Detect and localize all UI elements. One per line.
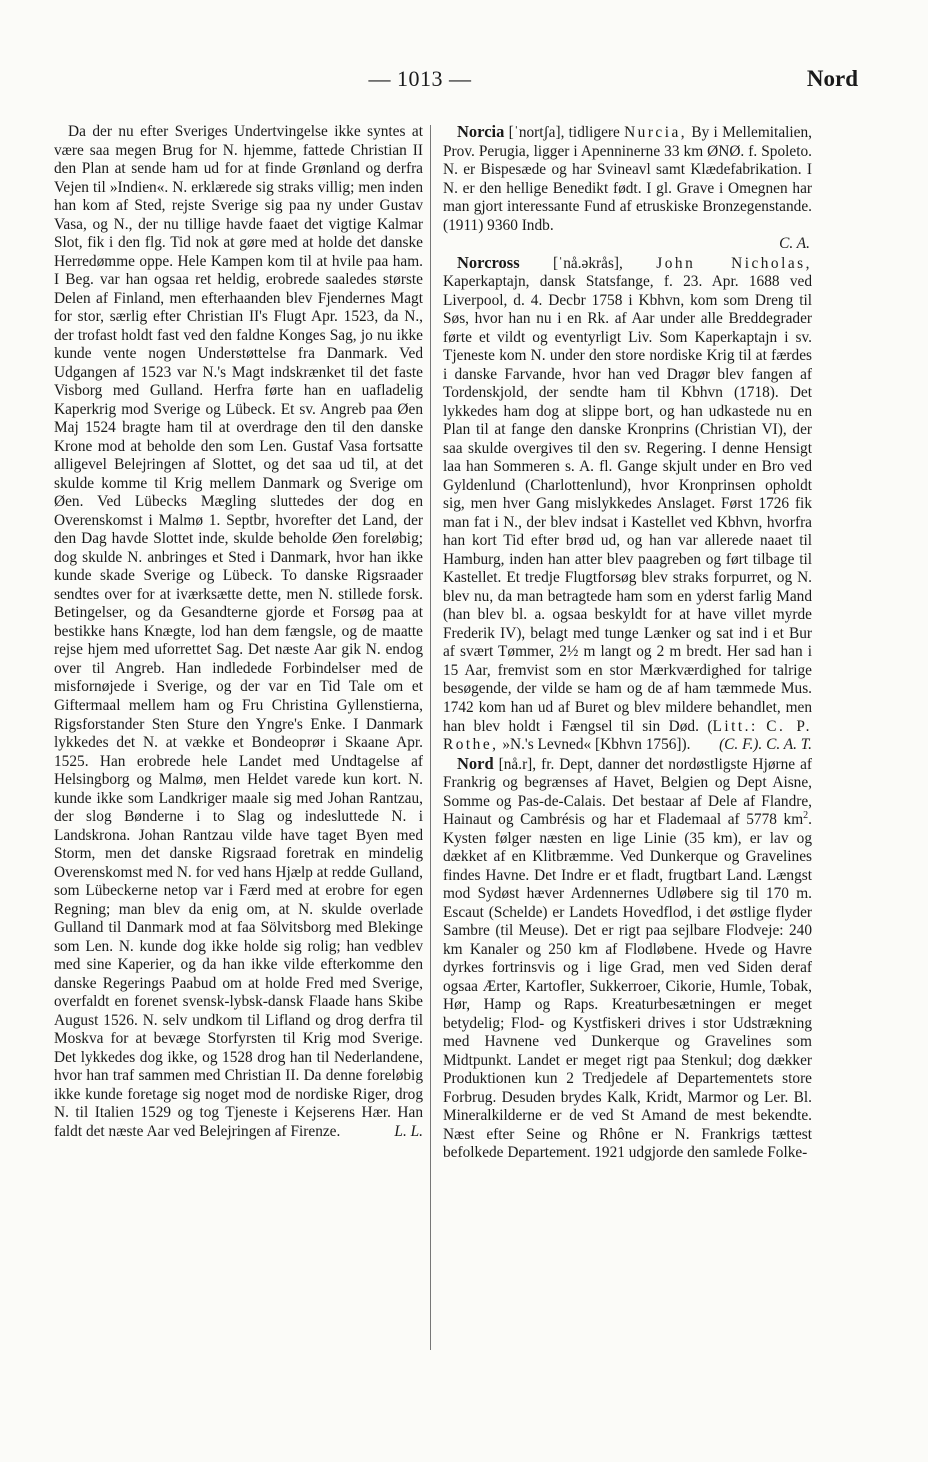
literature-label: Litt.: [712, 717, 758, 735]
author-signature: C. A. [779, 235, 810, 253]
right-column [443, 123, 812, 1163]
author-signature: (C. F.). C. A. T. [719, 736, 812, 754]
author-signature: L. L. [394, 1122, 423, 1140]
entry-text: tidligere [568, 124, 620, 141]
running-head: Nord [806, 66, 858, 91]
entry-text: Kaperkaptajn, dansk Statsfange, f. 23. Apr. 1688 ved Liverpool, d. 4. Decbr 1758 i Kbhvn, kom som Dreng til Søs, hvor han nu i en Rk. af Aar under alle Breddegrader førte et vildt og eventyrligt Liv. Som Kaperkaptajn i sv. Tjeneste kom N. under den store nordiske Krig til at færdes i danske Farvande, hvor han ved Dragør blev fangen af Tordenskjold, der sendte ham til Kbhvn (1718). Det lykkedes ham dog at slippe bort, og han udkastede nu en Plan til at fange den danske Kronprins (Christian VI), der saa skulde overgives til den sv. Regering. I denne Hensigt laa han Sommeren s. A. fl. Gange skjult under en Bro ved Gyldenlund (Charlottenlund), hvor Kronprinsen opholdt sig, men hver Gang mislykkedes Anslaget. Først 1726 fik man fat i N., der blev indsat i Kastellet ved Kbhvn, hvorfra han kort Tid efter brød ud, og han var allerede naaet til Hamburg, inden han atter blev paagreben og ført tilbage til Kastellet. Et tredje Flugtforsøg blev straks forpurret, og N. blev nu, da man betragtede ham som en yderst farlig Mand (han blev bl. a. ogsaa beskyldt for at have villet myrde Frederik IV), belagt med tunge Lænker og sat ind i et Bur af svært Tømmer, 2½ m langt og 2 m bredt. Her sad han i 15 Aar, fremvist som en stor Mærkværdighed for talrige besøgende, der vilde se ham og de af ham tæmmede Mus. 1742 kom han ud af Buret og blev mildere behandlet, men han blev holdt i Fængsel til sin Død. ( [443, 273, 812, 735]
superscript: 2 [803, 809, 809, 821]
name-variant: Nurcia, [624, 124, 688, 141]
pronunciation: [ˈnortʃa], [508, 124, 565, 141]
person-name: John Nicholas, [656, 254, 812, 272]
column-divider [430, 125, 431, 1350]
pronunciation: [ˈnå.əkrås], [553, 254, 623, 272]
page-number: — 1013 — [368, 66, 472, 91]
entry-norcross [443, 254, 812, 755]
left-column [54, 123, 423, 1141]
entry-nord [443, 755, 812, 1163]
paragraph-text: Da der nu efter Sveriges Undertvingelse ikke syntes at være saa megen Brug for N. hjemme, fattede Christian II den Plan at sende ham ud for at finde Grønland og derfra Vejen til »Indien«. N. erklærede sig straks villig; men inden han kom af Sted, rejste Sverige sig paa ny under Gustav Vasa, og N., der nu tillige havde faaet det vigtige Kalmar Slot, fik i den flg. Tid nok at gøre med at holde det danske Herredømme oppe. Hele Kampen kom til at hvile paa ham. I Beg. var han ogsaa ret heldig, erobrede saaledes største Delen af Finland, men efterhaanden blev Fjendernes Magt for stor, særlig efter Christian II's Flugt Apr. 1523, da N., der trofast holdt fast ved den faldne Konges Sag, jo nu ikke kunde vente nogen Understøttelse fra Danmark. Ved Udgangen af 1523 var N.'s Magt indskrænket til det faste Visborg med Gulland. Herfra førte han en uafladelig Kaperkrig mod Sverige og Lübeck. Et sv. Angreb paa Øen Maj 1524 bragte ham til at overdrage den til den danske Krone mod at beholde den som Len. Gustaf Vasa fortsatte alligevel Belejringen af Slottet, og det saa ud til, at det skulde komme til Krig mellem Danmark og Sverige om Øen. Ved Lübecks Mægling sluttedes der dog en Overenskomst i Malmø 1. Septbr, hvorefter det Land, der den Dag havde Slottet inde, skulde beholde Øen foreløbig; dog skulde N. anbringes et Sted i Danmark, hvor han ikke kunde skade Sverige og Lübeck. To danske Rigsraader sendtes over for at iværksætte dette, men N. stillede forsk. Betingelser, og da Gesandterne gjorde et Forsøg paa at bestikke hans Knægte, lod han dem fængsle, og de maatte rejse hjem med uforrettet Sag. Det næste Aar gik N. endog over til Angreb. Han indledede Forbindelser med de misfornøjede i Sverige, og der var en Tid Tale om et Giftermaal mellem ham og Fru Christina Gyllenstierna, Rigsforstander Sten Sture den Yngre's Enke. I Danmark lykkedes det N. at vække et Bondeoprør i Skaane Apr. 1525. Han erobrede hele Landet med Undtagelse af Helsingborg og Malmø, men Heldet varede kun kort. N. kunde ikke som Landkriger maale sig med Johan Rantzau, der slog Bønderne i to Slag og indesluttede N. i Landskrona. Johan Rantzau vilde have taget Byen med Storm, men det danske Rigsraad foretrak en mindelig Overenskomst med N. for ved hans Hjælp at redde Gulland, som Lübeckerne netop var i Færd med at erobre for egen Regning; man blev da enig om, at N. skulde overlade Gulland til Danmark mod at faa Sölvitsborg med Blekinge som Len. N. kunde dog ikke holde sig rolig; han vedblev med sine Kaperier, og da han ikke vilde efterkomme den danske Regerings Paabud om at holde Fred med Sverige, overfaldt en forenet svensk-lybsk-dansk Flaade hans Skibe August 1526. N. selv undkom til Lifland og drog derfra til Moskva for at bevæge Storfyrsten til Krig mod Sverige. Det lykkedes dog ikke, og 1528 drog han til Nederlandene, hvor han traf sammen med Christian II. Da denne foreløbig ikke kunde foretage sig noget mod de nordiske Riger, drog N. til Italien 1529 og tog Tjeneste i Kejserens Hær. Han faldt det næste Aar ved Belejringen af Firenze. [54, 123, 423, 1140]
entry-text: By i Mellemitalien, Prov. Perugia, ligger i Apenninerne 33 km ØNØ. f. Spoleto. N. er Bispesæde og har Svineavl samt Klædefabrikation. I N. er den hellige Benedikt født. I gl. Grave i Omegnen har man gjort interessante Fund af etruskiske Bronzegenstande. (1911) 9360 Indb. [443, 124, 812, 234]
article-paragraph [54, 123, 423, 1141]
page-header [0, 66, 928, 100]
entry-norcia [443, 123, 812, 235]
literature-author: C. P. Rothe, [443, 717, 812, 754]
entry-text: »N.'s Levned« [Kbhvn 1756]). [502, 736, 691, 754]
entry-text: . Kysten følger næsten en lige Linie (35 km), er lav og dækket af en Klitbræmme. Ved Dunkerque og Gravelines findes Havne. Det Indre er et fladt, frugtbart Land. Længst mod Sydøst hæver Ardennernes Udløbere sig til 170 m. Escaut (Schelde) er Landets Hovedflod, i det østlige flyder Sambre (til Meuse). Det er rigt paa sejlbare Flodveje: 240 km Kanaler og 250 km af Flodløbene. Hvede og Havre dyrkes fortrinsvis og i lige Grad, men ved Siden deraf ogsaa Ærter, Kartofler, Sukkerroer, Cikorie, Humle, Tobak, Hør, Hamp og Raps. Kreaturbesætningen er meget betydelig; Flod- og Kystfiskeri drives i stor Udstrækning med Havnene ved Dunkerque og Gravelines som Midtpunkt. Landet er meget rigt paa Stenkul; dog dækker Produktionen kun 2 Tredjedele af Departementets store Forbrug. Desuden brydes Kalk, Kridt, Marmor og Ler. Bl. Mineralkilderne er de ved St Amand de mest bekendte. Næst efter Seine og Rhône er N. Frankrigs tættest befolkede Departement. 1921 udgjorde den samlede Folke- [443, 811, 812, 1162]
headword: Nord [457, 753, 494, 773]
entry-text: fr. Dept, danner det nordøstligste Hjørne af Frankrig og begrænses af Havet, Belgien og Dept Aisne, Somme og Pas-de-Calais. Det bestaar af Dele af Flandre, Hainaut og Cambrésis og har et Flademaal af 5778 km [443, 755, 812, 829]
headword: Norcia [457, 122, 505, 141]
pronunciation: [nå.r], [498, 755, 537, 773]
headword: Norcross [457, 252, 520, 272]
